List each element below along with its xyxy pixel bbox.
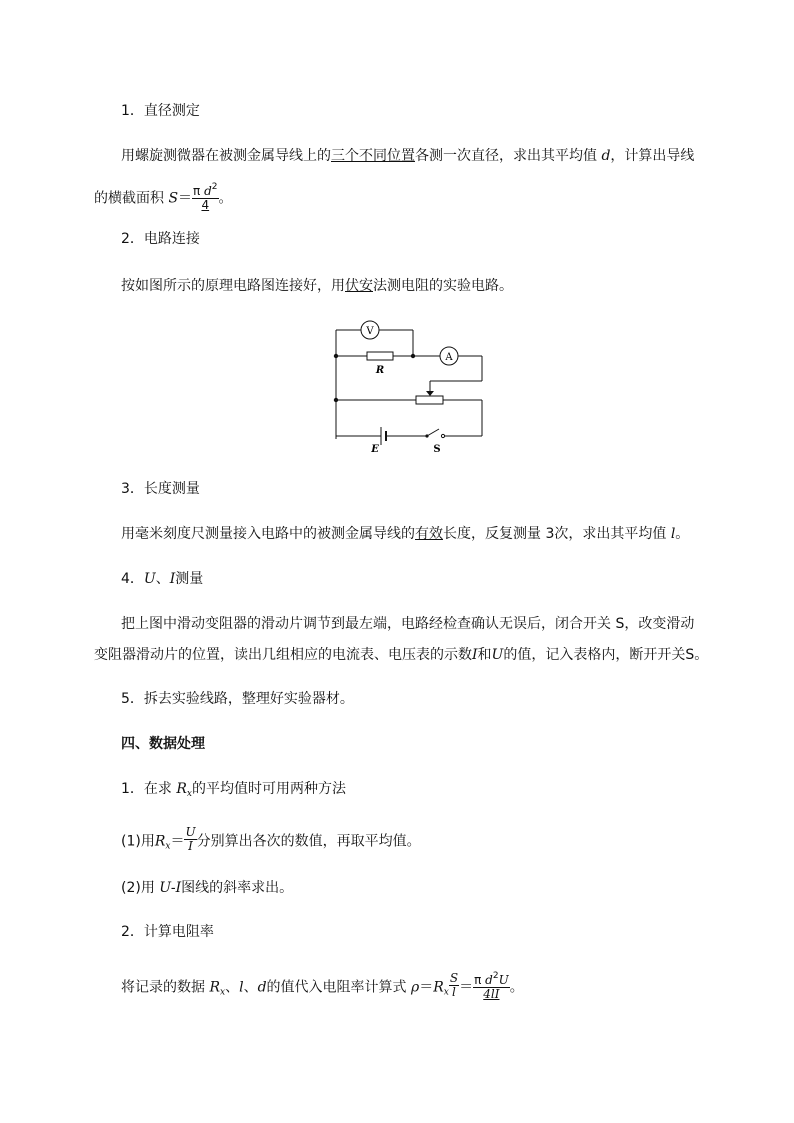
resistor-label: R [375, 365, 385, 376]
text-segment: 的横截面积 [94, 190, 164, 207]
heading-length: 3．长度测量 [121, 481, 200, 497]
paragraph-procedure-2 [94, 645, 708, 665]
ohm-fraction [184, 826, 196, 853]
var-d: d [204, 184, 212, 198]
pi: π [193, 184, 201, 198]
text-segment: 1．在求 [121, 781, 172, 797]
paragraph-area [94, 183, 233, 214]
text-segment: 将记录的数据 [121, 979, 205, 996]
var-R: R [154, 833, 166, 850]
text-segment: 。 [675, 526, 690, 542]
var-I: I [169, 571, 176, 587]
resistivity-fraction [473, 970, 510, 1001]
underlined-text: 三个不同位置 [331, 148, 415, 164]
S-over-l-fraction [449, 972, 459, 999]
var-I: I [472, 647, 478, 663]
underlined-text: 伏安 [345, 278, 373, 294]
text-segment: 和 [477, 647, 492, 663]
var-UI: U-I [159, 880, 182, 896]
var-l: l [670, 526, 676, 542]
var-U: U [491, 647, 504, 663]
text-segment: 的值代入电阻率计算式 [266, 979, 407, 996]
paragraph-resistivity [121, 972, 524, 1003]
text-segment: 。 [509, 979, 524, 996]
pi: π [474, 973, 482, 987]
var-U: U [143, 571, 156, 587]
heading-data-processing: 四、数据处理 [121, 736, 205, 752]
numerator-U: U [185, 825, 196, 839]
denominator: 4 [201, 198, 210, 212]
denominator-4lI: 4lI [483, 987, 500, 1001]
switch-contact [441, 434, 444, 437]
switch-blade [427, 429, 439, 436]
rheostat [416, 396, 443, 404]
denominator-I: I [184, 839, 196, 853]
text-segment: 的平均值时可用两种方法 [192, 781, 346, 797]
var-rho: ρ [410, 979, 420, 996]
heading-number: 4． [121, 571, 144, 587]
subscript-x: x [186, 789, 192, 799]
circuit-diagram [325, 313, 495, 461]
heading-diameter: 1．直径测定 [121, 103, 200, 119]
text-segment: 各测一次直径，求出其平均值 [415, 148, 597, 164]
text-segment: 分别算出各次的数值，再取平均值。 [196, 833, 421, 850]
paragraph-procedure-1: 把上图中滑动变阻器的滑动片调节到最左端，电路经检查确认无误后，闭合开关 S，改变滑动 [121, 616, 695, 632]
text-segment: 用毫米刻度尺测量接入电路中的被测金属导线的 [121, 526, 415, 542]
text-segment: 的值，记入表格内，断开开关S。 [503, 647, 709, 663]
switch-contact [425, 434, 428, 437]
var-d: d [485, 973, 493, 987]
switch-label: S [433, 444, 441, 455]
text-segment: 变阻器滑动片的位置，读出几组相应的电流表、电压表的示数 [94, 647, 472, 663]
junction-dot [334, 398, 338, 402]
junction-dot [411, 354, 415, 358]
text-segment: 。 [218, 190, 233, 207]
separator: 、 [225, 979, 240, 996]
numerator-S: S [449, 971, 459, 985]
var-l: l [239, 979, 244, 996]
equals: ＝ [419, 979, 434, 996]
var-R: R [433, 979, 444, 996]
exponent: 2 [211, 182, 218, 192]
text-segment: 法测电阻的实验电路。 [373, 278, 513, 294]
var-S: S [168, 190, 179, 207]
var-d: d [601, 148, 611, 164]
text-segment: (2)用 [121, 880, 155, 896]
separator: 、 [243, 979, 258, 996]
exponent: 2 [492, 971, 499, 981]
paragraph-diameter [121, 146, 694, 166]
text-segment: 按如图所示的原理电路图连接好，用 [121, 278, 345, 294]
equals: ＝ [178, 190, 193, 207]
underlined-text: 有效 [415, 526, 443, 542]
var-U: U [498, 973, 509, 987]
subscript-x: x [220, 987, 226, 998]
subscript-x: x [165, 841, 171, 852]
heading-UI-measurement [121, 569, 203, 589]
paragraph-average-methods [121, 779, 346, 804]
paragraph-circuit [121, 276, 513, 296]
paragraph-method-1 [121, 825, 421, 857]
area-fraction [192, 181, 218, 212]
junction-dot [334, 354, 338, 358]
ammeter-label: A [445, 352, 453, 363]
equals: ＝ [170, 833, 185, 850]
resistor-R [367, 352, 393, 360]
separator: 、 [155, 571, 170, 587]
heading-circuit-connection: 2．电路连接 [121, 231, 200, 247]
paragraph-length [121, 524, 689, 544]
heading-resistivity: 2．计算电阻率 [121, 924, 214, 940]
voltmeter-label: V [366, 326, 374, 337]
paragraph-method-2 [121, 878, 293, 898]
denominator-l: l [449, 985, 459, 999]
text-segment: 用螺旋测微器在被测金属导线上的 [121, 148, 331, 164]
subscript-x: x [443, 987, 449, 998]
heading-disassemble: 5．拆去实验线路，整理好实验器材。 [121, 691, 354, 707]
battery-label: E [371, 444, 379, 455]
text-segment: 图线的斜率求出。 [181, 880, 294, 896]
var-d: d [257, 979, 267, 996]
var-R: R [209, 979, 220, 996]
var-R: R [176, 781, 187, 797]
slider-arrow [426, 391, 434, 396]
text-segment: 长度，反复测量 3次，求出其平均值 [443, 526, 667, 542]
equals: ＝ [459, 979, 474, 996]
text-segment: ，计算出导线 [610, 148, 695, 164]
heading-tail: 测量 [175, 571, 204, 587]
text-segment: (1)用 [121, 833, 155, 850]
